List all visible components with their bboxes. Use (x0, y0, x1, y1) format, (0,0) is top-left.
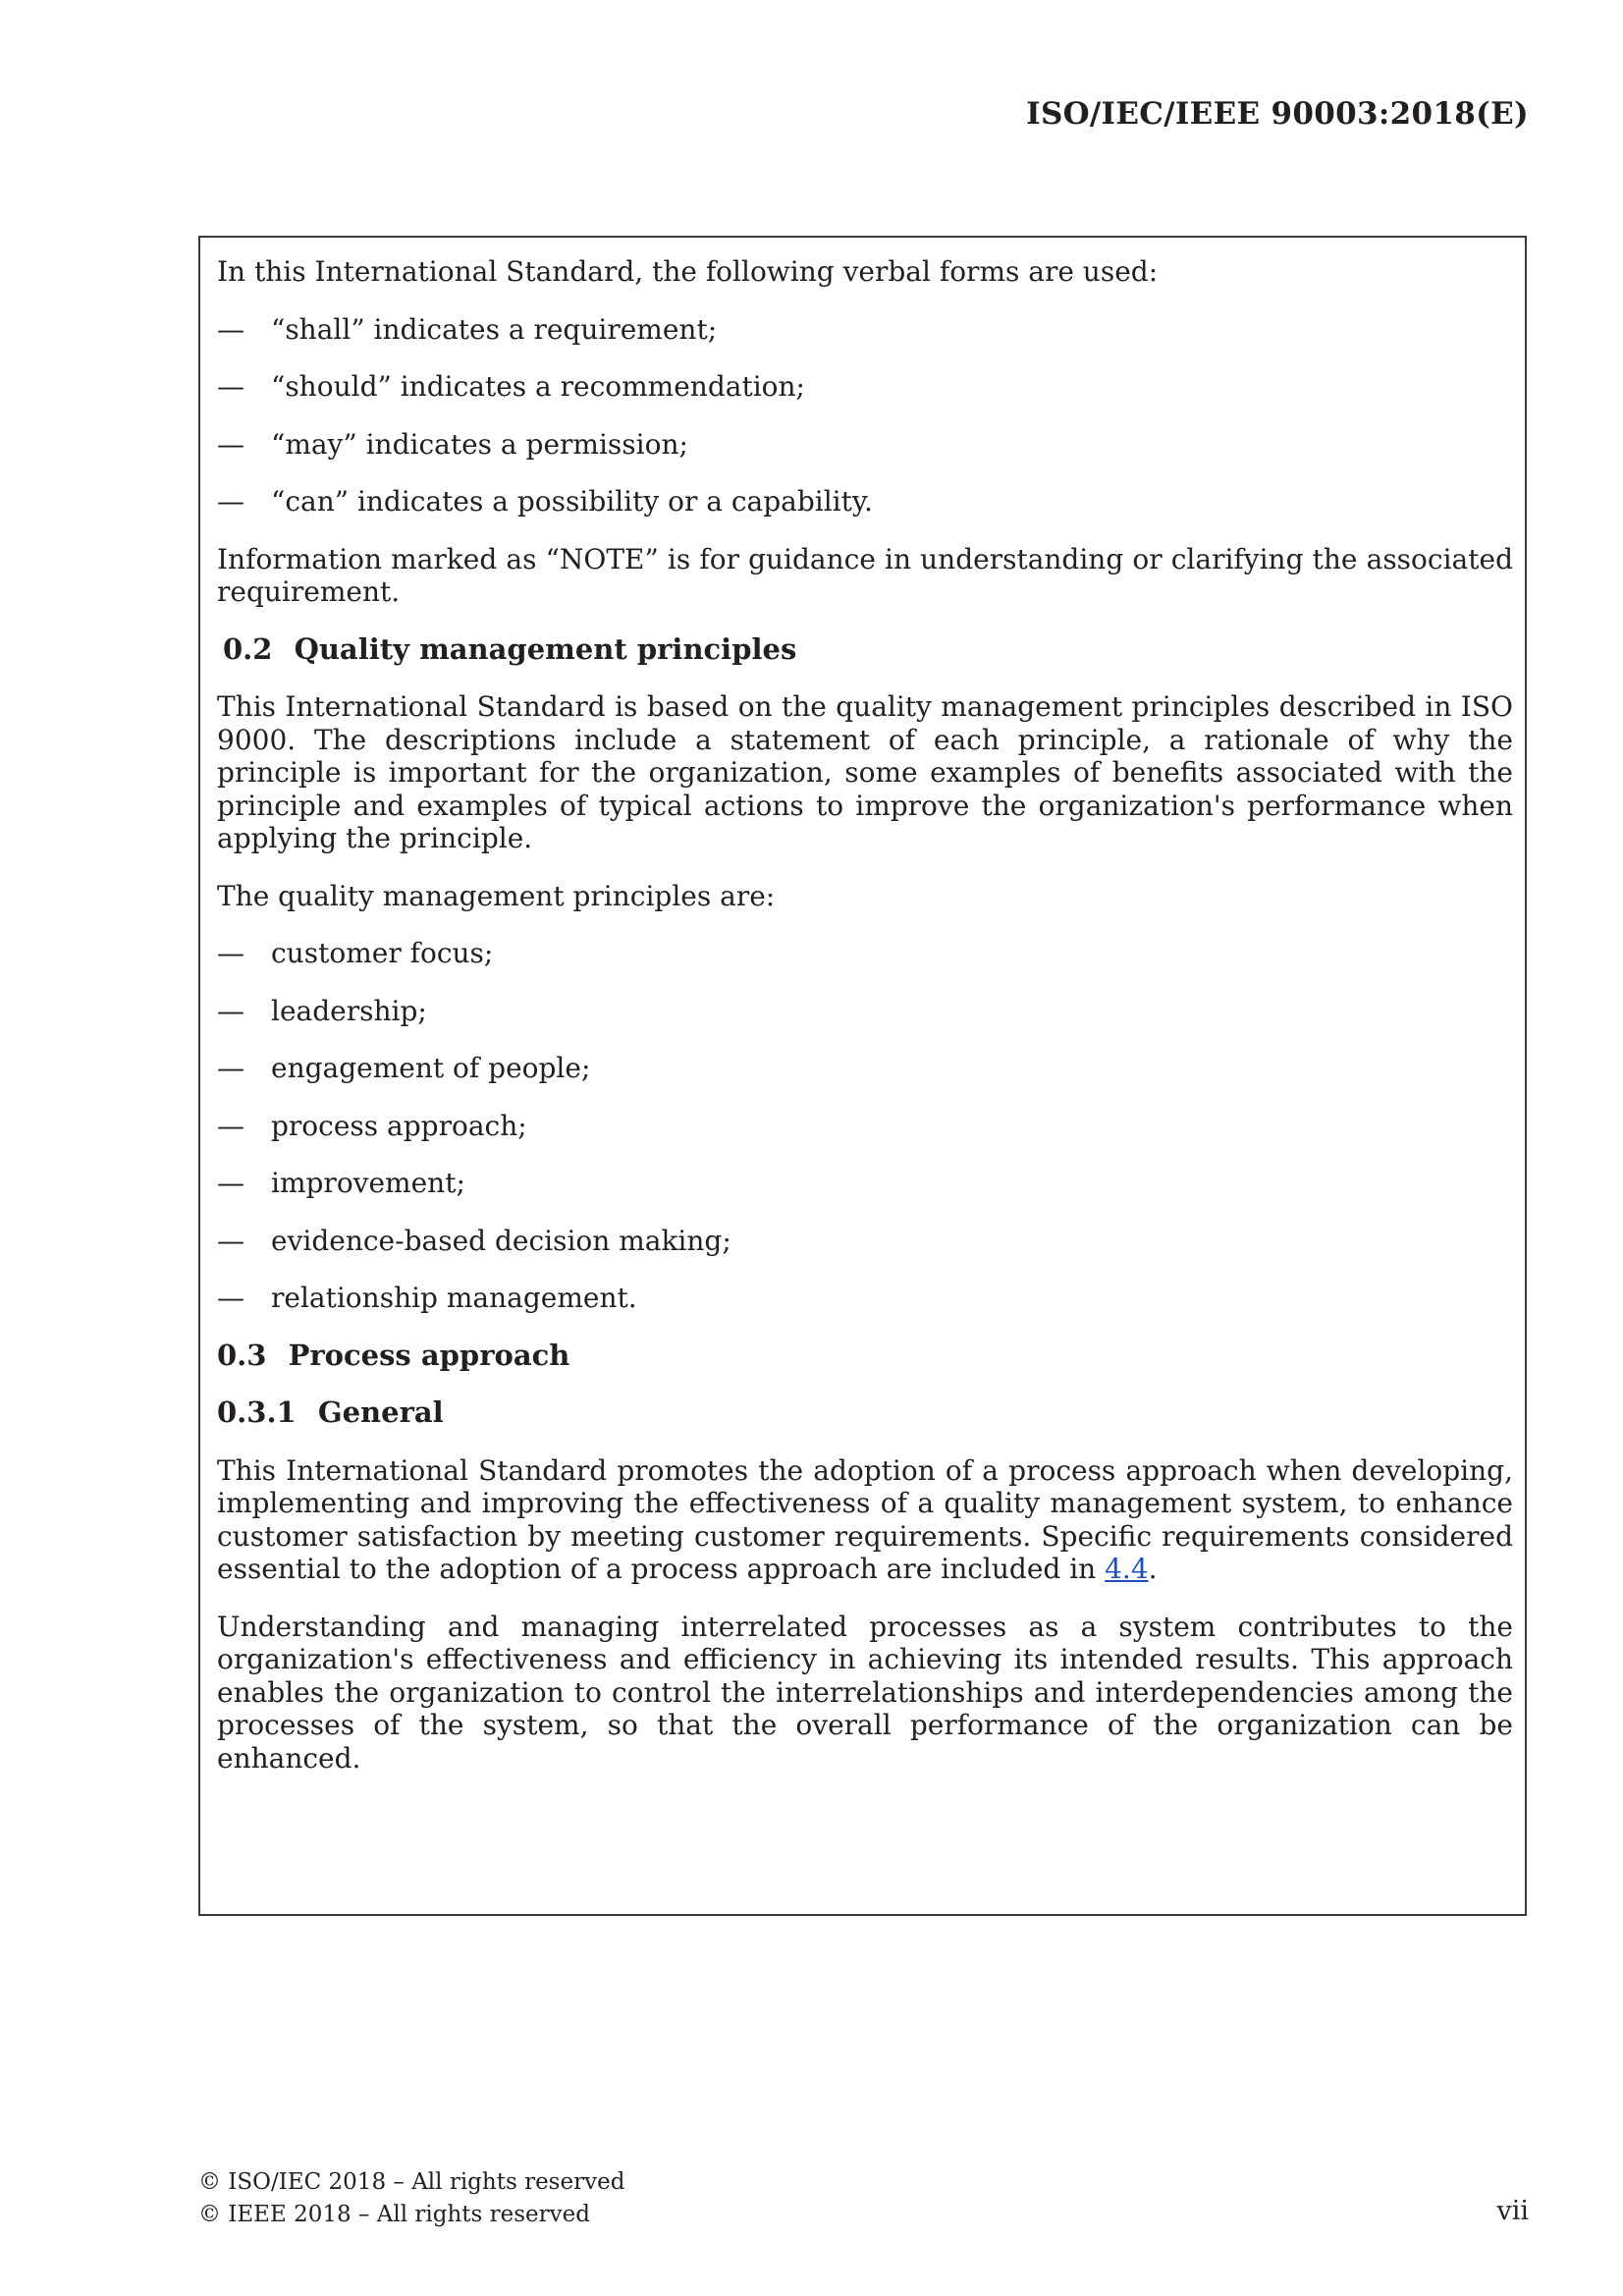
list-item (217, 937, 1513, 970)
section-title: General (317, 1395, 444, 1429)
dash-bullet: — (217, 427, 244, 461)
section-number: 0.3 (217, 1338, 267, 1372)
list-item (217, 370, 1513, 404)
dash-bullet: — (217, 1167, 244, 1199)
paragraph-end: . (1148, 1553, 1158, 1585)
section-number: 0.3.1 (217, 1395, 297, 1429)
verbal-form-shall: “shall” indicates a requirement; (271, 312, 718, 346)
dash-bullet: — (217, 994, 244, 1027)
document-id: ISO/IEC/IEEE 90003:2018(E) (1026, 96, 1529, 132)
verbal-form-can: “can” indicates a possibility or a capability. (271, 485, 873, 518)
copyright-ieee: © IEEE 2018 – All rights reserved (198, 2202, 590, 2227)
principle-relationship-management: relationship management. (271, 1282, 637, 1314)
principle-customer-focus: customer focus; (271, 937, 494, 969)
principles-intro: The quality management principles are: (217, 879, 776, 912)
section-heading-0-3 (217, 1339, 1513, 1373)
paragraph-text: This International Standard promotes the adoption of a process approach when developing, implementing and improving the effectiveness of a quality management system, to enhance customer satisfaction by meeting customer requirements. Specific requirements considered essential to the adoption of a process approach are included in (217, 1453, 1513, 1585)
content-body (217, 255, 1513, 1799)
list-item (217, 313, 1513, 347)
clause-4-4-link[interactable]: 4.4 (1105, 1553, 1149, 1585)
process-approach-paragraph (217, 1454, 1513, 1586)
list-item (217, 485, 1513, 519)
list-item (217, 995, 1513, 1028)
verbal-forms-intro: In this International Standard, the following verbal forms are used: (217, 255, 1159, 288)
principle-leadership: leadership; (271, 994, 427, 1027)
verbal-form-should: “should” indicates a recommendation; (271, 370, 805, 403)
dash-bullet: — (217, 485, 244, 518)
list-item (217, 428, 1513, 462)
list-item (217, 1052, 1513, 1085)
dash-bullet: — (217, 312, 244, 346)
section-number: 0.2 (223, 631, 273, 666)
section-title: Process approach (288, 1338, 570, 1372)
copyright-block (198, 2166, 624, 2231)
principle-process-approach: process approach; (271, 1109, 527, 1142)
interrelated-processes-paragraph: Understanding and managing interrelated processes as a system contributes to the organization's effectiveness and efficiency in achieving its intended results. This approach enables the organization to control the interrelationships and interdependencies among the processes of the system, so that the overall performance of the organization can be enhanced. (217, 1610, 1513, 1775)
copyright-iso: © ISO/IEC 2018 – All rights reserved (198, 2169, 625, 2195)
note-info-paragraph: Information marked as “NOTE” is for guidance in understanding or clarifying the associated requirement. (217, 542, 1513, 608)
list-item (217, 1225, 1513, 1258)
principle-improvement: improvement; (271, 1167, 465, 1199)
principle-engagement: engagement of people; (271, 1052, 591, 1084)
dash-bullet: — (217, 1109, 244, 1142)
verbal-form-may: “may” indicates a permission; (271, 427, 688, 461)
dash-bullet: — (217, 937, 244, 969)
page-number: vii (1496, 2196, 1529, 2226)
principle-evidence-based: evidence-based decision making; (271, 1224, 731, 1257)
dash-bullet: — (217, 1224, 244, 1257)
list-item (217, 1167, 1513, 1200)
dash-bullet: — (217, 1282, 244, 1314)
principles-description-paragraph: This International Standard is based on the quality management principles described in ISO 9000. The descriptions include a statement of each principle, a rationale of why the principle is important for the organization, some examples of benefits associated with the principle and examples of typical actions to improve the organization's performance when applying the principle. (217, 690, 1513, 854)
list-item (217, 1110, 1513, 1143)
dash-bullet: — (217, 1052, 244, 1084)
content-frame (198, 236, 1527, 1916)
dash-bullet: — (217, 370, 244, 403)
list-item (217, 1282, 1513, 1315)
section-title: Quality management principles (294, 631, 797, 666)
section-heading-0-2 (217, 633, 1513, 667)
section-heading-0-3-1 (217, 1396, 1513, 1430)
